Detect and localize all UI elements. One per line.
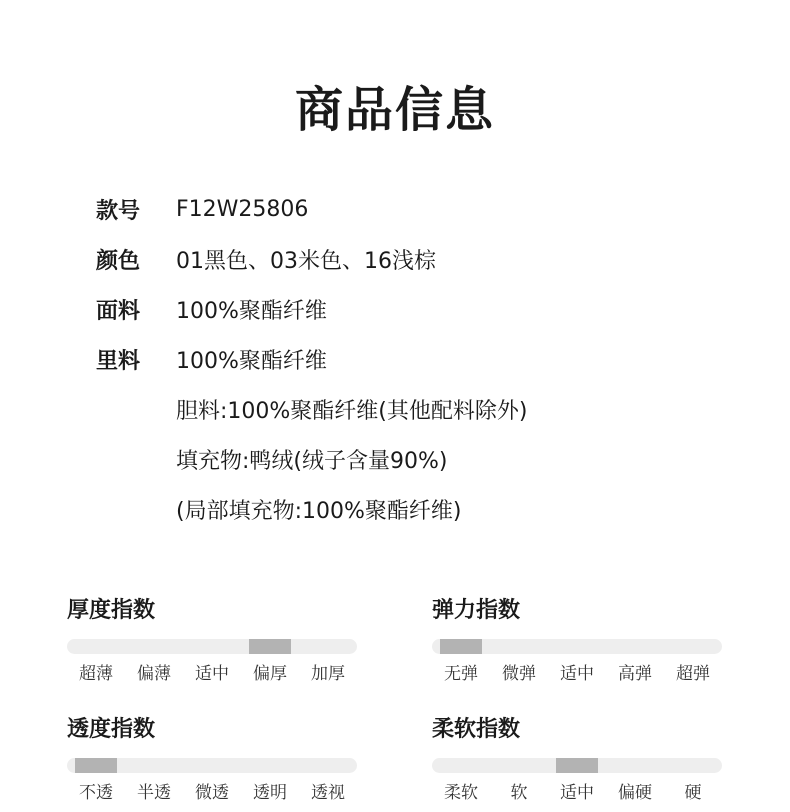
info-row-filling	[96, 434, 736, 484]
meter-tick: 加厚	[311, 664, 345, 684]
page-title: 商品信息	[294, 82, 495, 138]
meter-tick: 无弹	[444, 664, 478, 684]
meter-tick: 超弹	[676, 664, 710, 684]
meter-indicator	[249, 639, 291, 654]
meter-ticks	[67, 781, 357, 805]
info-value: F12W25806	[176, 196, 309, 222]
meter-tick: 微透	[195, 783, 229, 803]
info-row-inner-fabric	[96, 384, 736, 434]
meter-tick: 偏硬	[618, 783, 652, 803]
meter-title: 透度指数	[67, 717, 156, 742]
info-label: 面料	[96, 298, 141, 324]
elasticity-meter	[432, 596, 722, 686]
meter-indicator	[440, 639, 482, 654]
meter-tick: 适中	[560, 783, 594, 803]
info-row-fabric	[96, 284, 736, 334]
info-label: 里料	[96, 348, 141, 374]
info-value: 100%聚酯纤维	[176, 348, 327, 374]
meter-title: 弹力指数	[432, 598, 521, 623]
info-row-lining	[96, 334, 736, 384]
info-label: 颜色	[96, 248, 141, 274]
meter-tick: 高弹	[618, 664, 652, 684]
meter-track	[67, 639, 357, 654]
meter-title: 厚度指数	[67, 598, 156, 623]
info-value: 100%聚酯纤维	[176, 298, 327, 324]
info-label: 款号	[96, 198, 141, 224]
meter-tick: 超薄	[79, 664, 113, 684]
meter-track	[432, 639, 722, 654]
meter-ticks	[432, 662, 722, 686]
info-value: 01黑色、03米色、16浅棕	[176, 248, 436, 274]
info-row-style-number	[96, 184, 736, 234]
info-value: 胆料:100%聚酯纤维(其他配料除外)	[176, 398, 528, 424]
meter-tick: 微弹	[502, 664, 536, 684]
info-row-color	[96, 234, 736, 284]
info-row-partial-filling	[96, 484, 736, 534]
meter-tick: 适中	[195, 664, 229, 684]
transparency-meter	[67, 715, 357, 805]
meter-title: 柔软指数	[432, 717, 521, 742]
meter-indicator	[556, 758, 598, 773]
meter-tick: 软	[510, 783, 528, 803]
meter-track	[67, 758, 357, 773]
meter-indicator	[75, 758, 117, 773]
softness-meter	[432, 715, 722, 805]
meter-track	[432, 758, 722, 773]
meter-tick: 不透	[79, 783, 113, 803]
meter-tick: 透明	[253, 783, 287, 803]
product-info-list	[96, 184, 736, 534]
info-value: (局部填充物:100%聚酯纤维)	[176, 498, 462, 524]
meter-tick: 适中	[560, 664, 594, 684]
meter-tick: 半透	[137, 783, 171, 803]
meter-tick: 透视	[311, 783, 345, 803]
meter-tick: 偏薄	[137, 664, 171, 684]
meter-ticks	[67, 662, 357, 686]
info-value: 填充物:鸭绒(绒子含量90%)	[176, 448, 448, 474]
meter-ticks	[432, 781, 722, 805]
meter-tick: 偏厚	[253, 664, 287, 684]
meter-tick: 柔软	[444, 783, 478, 803]
thickness-meter	[67, 596, 357, 686]
meter-tick: 硬	[684, 783, 702, 803]
